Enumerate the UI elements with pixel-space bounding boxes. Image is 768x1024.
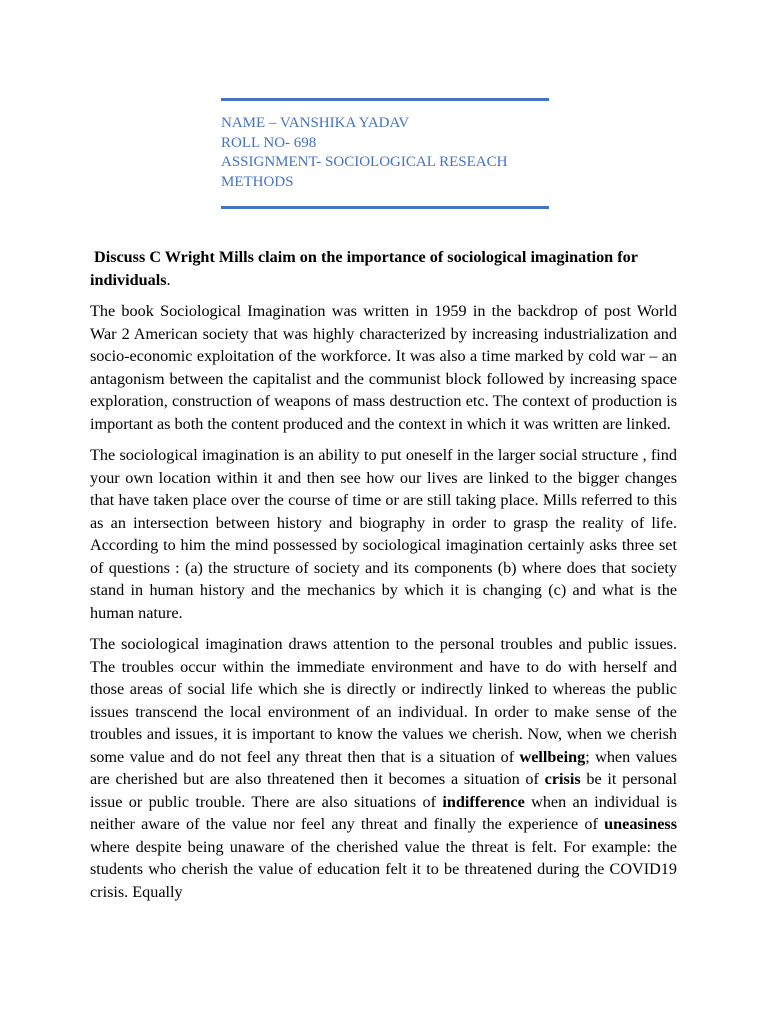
- document-body: [90, 246, 677, 912]
- paragraph-3: [90, 633, 677, 903]
- term-crisis: crisis: [544, 770, 581, 788]
- roll-number: ROLL NO- 698: [221, 134, 317, 151]
- question-text: Discuss C Wright Mills claim on the importance of sociological imagination for individuals: [90, 248, 638, 289]
- student-name: NAME – VANSHIKA YADAV: [221, 115, 410, 131]
- title-block-lines: [221, 101, 549, 206]
- paragraph-3-text: when an individual is neither aware of the value nor feel any threat and finally the experience of: [90, 792, 678, 833]
- paragraph-2: The sociological imagination is an ability to put oneself in the larger social structure , find your own location within it and then see how our lives are linked to the bigger changes that have taken place over the course of time or are still taking place. Mills referred to this as an intersection between history and biography in order to grasp the reality of life. According to him the mind possessed by sociological imagination certainly asks three set of questions : (a) the structure of society and its components (b) where does that society stand in human history and the mechanics by which it is changing (c) and what is the human nature.: [90, 446, 677, 622]
- paragraph-3-text: where despite being unaware of the cherished value the threat is felt. For example: the students who cherish the value of education felt it to be threatened during the COVID19 crisis. Equally: [90, 837, 677, 901]
- question-period: .: [166, 270, 171, 289]
- bottom-rule: [221, 206, 549, 209]
- paragraph-3-text: ; when values are cherished but are also threatened then it becomes a situation of: [90, 747, 678, 788]
- paragraph-3-text: be it personal issue or public trouble. There are also situations of: [90, 770, 677, 811]
- term-uneasiness: uneasiness: [604, 815, 677, 833]
- title-block: [221, 98, 549, 209]
- paragraph-3-text: The sociological imagination draws attention to the personal troubles and public issues. The troubles occur within the immediate environment and have to do with herself and those areas of social life which she is directly or indirectly linked to whereas the public issues transcend the local environment of an individual. In order to make sense of the troubles and issues, it is important to know the values we cherish. Now, when we cherish some value and do not feel any threat then that is a situation of: [90, 635, 677, 766]
- question-heading: [90, 246, 677, 291]
- paragraph-1: The book Sociological Imagination was written in 1959 in the backdrop of post World War 2 American society that was highly characterized by increasing industrialization and socio-economic exploitation of the workforce. It was also a time marked by cold war – an antagonism between the capitalist and the communist block followed by increasing space exploration, construction of weapons of mass destruction etc. The context of production is important as both the content produced and the context in which it was written are linked.: [90, 302, 677, 433]
- term-wellbeing: wellbeing: [519, 747, 586, 766]
- assignment-title: ASSIGNMENT- SOCIOLOGICAL RESEACH METHODS: [221, 154, 508, 190]
- term-indifference: indifference: [442, 792, 525, 811]
